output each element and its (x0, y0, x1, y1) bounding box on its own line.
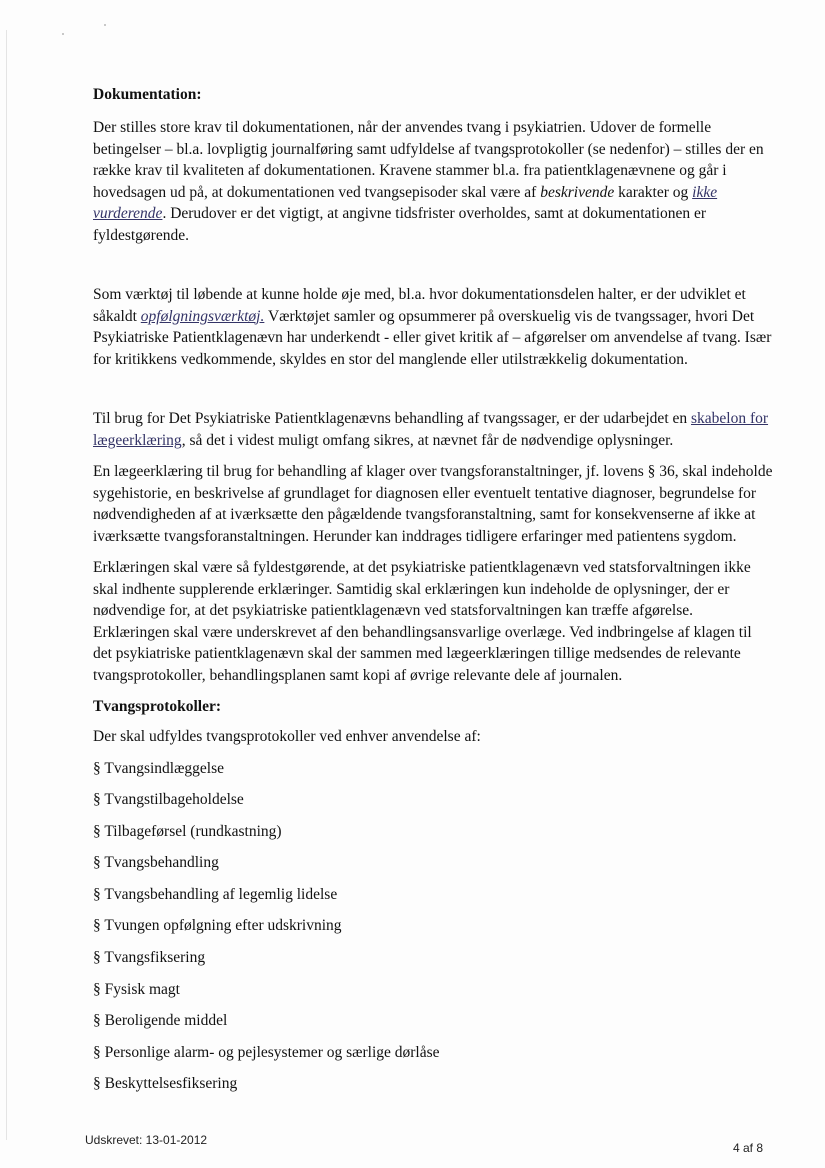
list-item: § Tvangstilbageholdelse (93, 791, 244, 809)
followup-tool-link[interactable]: opfølgningsværktøj. (140, 307, 265, 325)
protocol-list (93, 758, 773, 1106)
list-item: § Tvungen opfølgning efter udskrivning (93, 917, 342, 935)
template-link[interactable]: skabelon for lægeerklæring (93, 410, 769, 449)
emphasis-ikke-vurderende: ikke vurderende (93, 183, 718, 222)
scan-speck (104, 24, 106, 26)
paragraph-followup-tool: Som værktøj til løbende at kunne holde øje med, bl.a. hvor dokumentationsdelen halter, er der udviklet et såkaldt opfølgningsværktøj. Værktøjet samler og opsummerer på overskuelig vis de tvangssager, hvori Det Psykiatriske Patientklagenævn har underkendt - eller givet kritik af – afgørelser om anvendelse af tvang. Især for kritikkens vedkommende, skyldes en stor del manglende eller utilstrækkelig dokumentation. (93, 286, 772, 368)
list-item: § Beskyttelsesfiksering (93, 1075, 238, 1093)
footer-page-number: 4 af 8 (733, 1141, 764, 1155)
section-heading-tvangsprotokoller: Tvangsprotokoller: (93, 698, 222, 715)
list-item: § Tvangsbehandling (93, 854, 219, 872)
list-item: § Tvangsfiksering (93, 949, 206, 967)
paragraph-documentation-requirements: Der stilles store krav til dokumentationen, når der anvendes tvang i psykiatrien. Udover de formelle betingelser – bl.a. lovpligtig journalføring samt udfyldelse af tvangsprotokoller (se nedenfor) – stilles der en række krav til kvaliteten af dokumentationen. Kravene stammer bl.a. fra patientklagenævnene og går i hovedsagen ud på, at dokumentationen ved tvangsepisoder skal være af beskrivende karakter og ikke vurderende. Derudover er det vigtigt, at angivne tidsfrister overholdes, samt at dokumentationen er fyldestgørende. (93, 119, 764, 244)
list-item: § Fysisk magt (93, 980, 180, 998)
list-item: § Personlige alarm- og pejlesystemer og særlige dørlåse (93, 1043, 440, 1061)
document-body (93, 84, 773, 1105)
list-item: § Beroligende middel (93, 1012, 228, 1030)
paragraph-medical-statement: En lægeerklæring til brug for behandling af klager over tvangsforanstaltninger, jf. lovens § 36, skal indeholde sygehistorie, en beskrivelse af grundlaget for diagnosen eller eventuelt tentative diagnoser, begrundelse for nødvendigheden af at iværksætte den pågældende tvangsforanstaltning, samt for konsekvenserne af ikke at iværksætte tvangsforanstaltningen. Herunder kan inddrages tidligere erfaringer med patientens sygdom. (93, 463, 773, 545)
section-heading-dokumentation: Dokumentation: (93, 86, 202, 103)
protocols-intro: Der skal udfyldes tvangsprotokoller ved enhver anvendelse af: (93, 728, 481, 745)
paragraph-template: Til brug for Det Psykiatriske Patientklagenævns behandling af tvangssager, er der udarbejdet en skabelon for lægeerklæring, så det i videst muligt omfang sikres, at nævnet får de nødvendige oplysninger. (93, 410, 769, 449)
paragraph-statement-requirements: Erklæringen skal være så fyldestgørende, at det psykiatriske patientklagenævn ved statsforvaltningen ikke skal indhente supplerende erklæringer. Samtidig skal erklæringen kun indeholde de oplysninger, der er nødvendige for, at det psykiatriske patientklagenævn ved statsforvaltningen kan træffe afgørelse. Erklæringen skal være underskrevet af den behandlingsansvarlige overlæge. Ved indbringelse af klagen til det psykiatriske patientklagenævn skal der sammen med lægeerklæringen tillige medsendes de relevante tvangsprotokoller, behandlingsplanen samt kopi af øvrige relevante dele af journalen. (93, 559, 752, 684)
footer-print-date: Udskrevet: 13-01-2012 (85, 1133, 208, 1147)
list-item: § Tvangsindlæggelse (93, 759, 225, 777)
scan-edge-line (6, 30, 7, 1140)
list-item: § Tvangsbehandling af legemlig lidelse (93, 885, 338, 903)
list-item: § Tilbageførsel (rundkastning) (93, 822, 282, 840)
scan-speck (62, 33, 64, 35)
